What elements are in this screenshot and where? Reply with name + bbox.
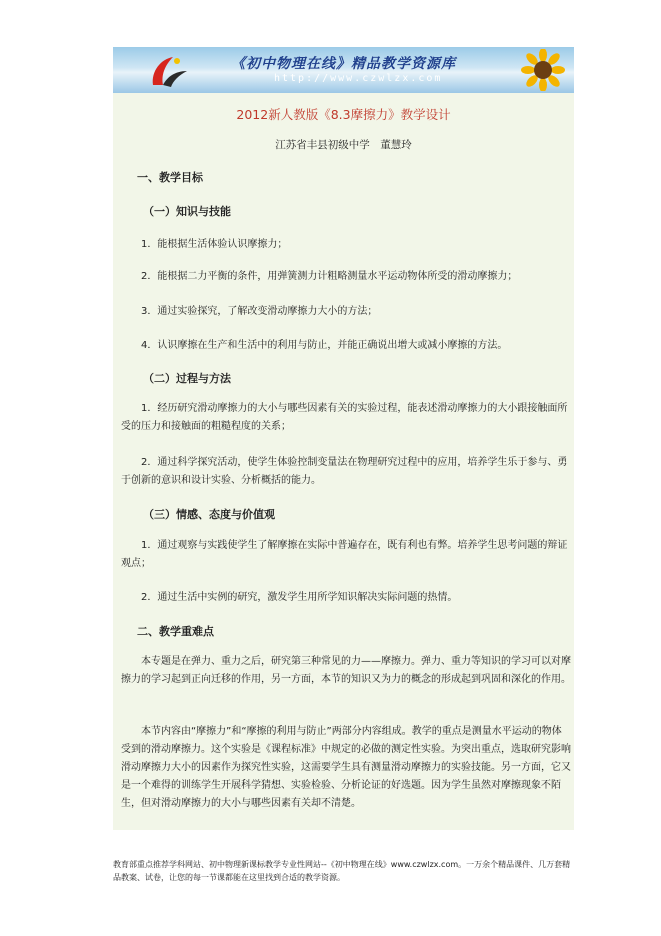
sunflower-icon bbox=[518, 49, 568, 91]
subsection-heading-attitude: （三）情感、态度与价值观 bbox=[143, 508, 275, 521]
list-item: 4．认识摩擦在生产和生活中的利用与防止，并能正确说出增大或减小摩擦的方法。 bbox=[141, 340, 508, 351]
document-author: 江苏省丰县初级中学 董慧玲 bbox=[275, 139, 412, 151]
list-item: 1．能根据生活体验认识摩擦力； bbox=[141, 239, 288, 250]
site-logo-icon bbox=[143, 51, 193, 91]
site-banner bbox=[113, 47, 574, 93]
paragraph: 本节内容由“摩擦力”和“摩擦的利用与防止”两部分内容组成。教学的重点是测量水平运动的物体受到的滑动摩擦力。这个实验是《课程标准》中规定的必做的测定性实验。为突出重点，选取研究影响滑动摩擦力大小的因素作为探究性实验，这需要学生具有测量滑动摩擦力的实验技能。另一方面，它又是一个难得的训练学生开展科学猜想、实验检验、分析论证的好选题。因为学生虽然对摩擦现象不陌生，但对滑动摩擦力的大小与哪些因素有关却不清楚。 bbox=[121, 726, 571, 809]
page-footer: 教育部重点推荐学科网站、初中物理新课标教学专业性网站--《初中物理在线》www.czwlzx.com。一万余个精品课件、几万套精品教案、试卷，让您的每一节课都能在这里找到合适的教学资源。 bbox=[113, 860, 571, 882]
list-item: 2．能根据二力平衡的条件，用弹簧测力计粗略测量水平运动物体所受的滑动摩擦力； bbox=[141, 271, 518, 282]
subsection-heading-knowledge: （一）知识与技能 bbox=[143, 205, 231, 218]
list-item: 2．通过科学探究活动，使学生体验控制变量法在物理研究过程中的应用，培养学生乐于参与、勇于创新的意识和设计实验、分析概括的能力。 bbox=[121, 457, 568, 486]
list-item: 1．通过观察与实践使学生了解摩擦在实际中普遍存在，既有利也有弊。培养学生思考问题的辩证观点； bbox=[121, 540, 568, 569]
site-url: http://www.czwlzx.com bbox=[274, 73, 443, 84]
document-body bbox=[113, 93, 574, 830]
document-title: 2012新人教版《8.3摩擦力》教学设计 bbox=[236, 107, 451, 122]
site-title: 《初中物理在线》精品教学资源库 bbox=[231, 56, 456, 72]
subsection-heading-process: （二）过程与方法 bbox=[143, 372, 231, 385]
section-heading-objectives: 一、教学目标 bbox=[137, 171, 203, 184]
list-item: 2．通过生活中实例的研究，激发学生用所学知识解决实际问题的热情。 bbox=[141, 592, 458, 603]
section-heading-key-points: 二、教学重难点 bbox=[137, 625, 214, 638]
list-item: 1．经历研究滑动摩擦力的大小与哪些因素有关的实验过程，能表述滑动摩擦力的大小跟接触面所受的压力和接触面的粗糙程度的关系； bbox=[121, 403, 568, 432]
paragraph: 本专题是在弹力、重力之后，研究第三种常见的力——摩擦力。弹力、重力等知识的学习可以对摩擦力的学习起到正向迁移的作用，另一方面，本节的知识又为力的概念的形成起到巩固和深化的作用。 bbox=[121, 656, 571, 685]
list-item: 3．通过实验探究，了解改变滑动摩擦力大小的方法； bbox=[141, 306, 378, 317]
